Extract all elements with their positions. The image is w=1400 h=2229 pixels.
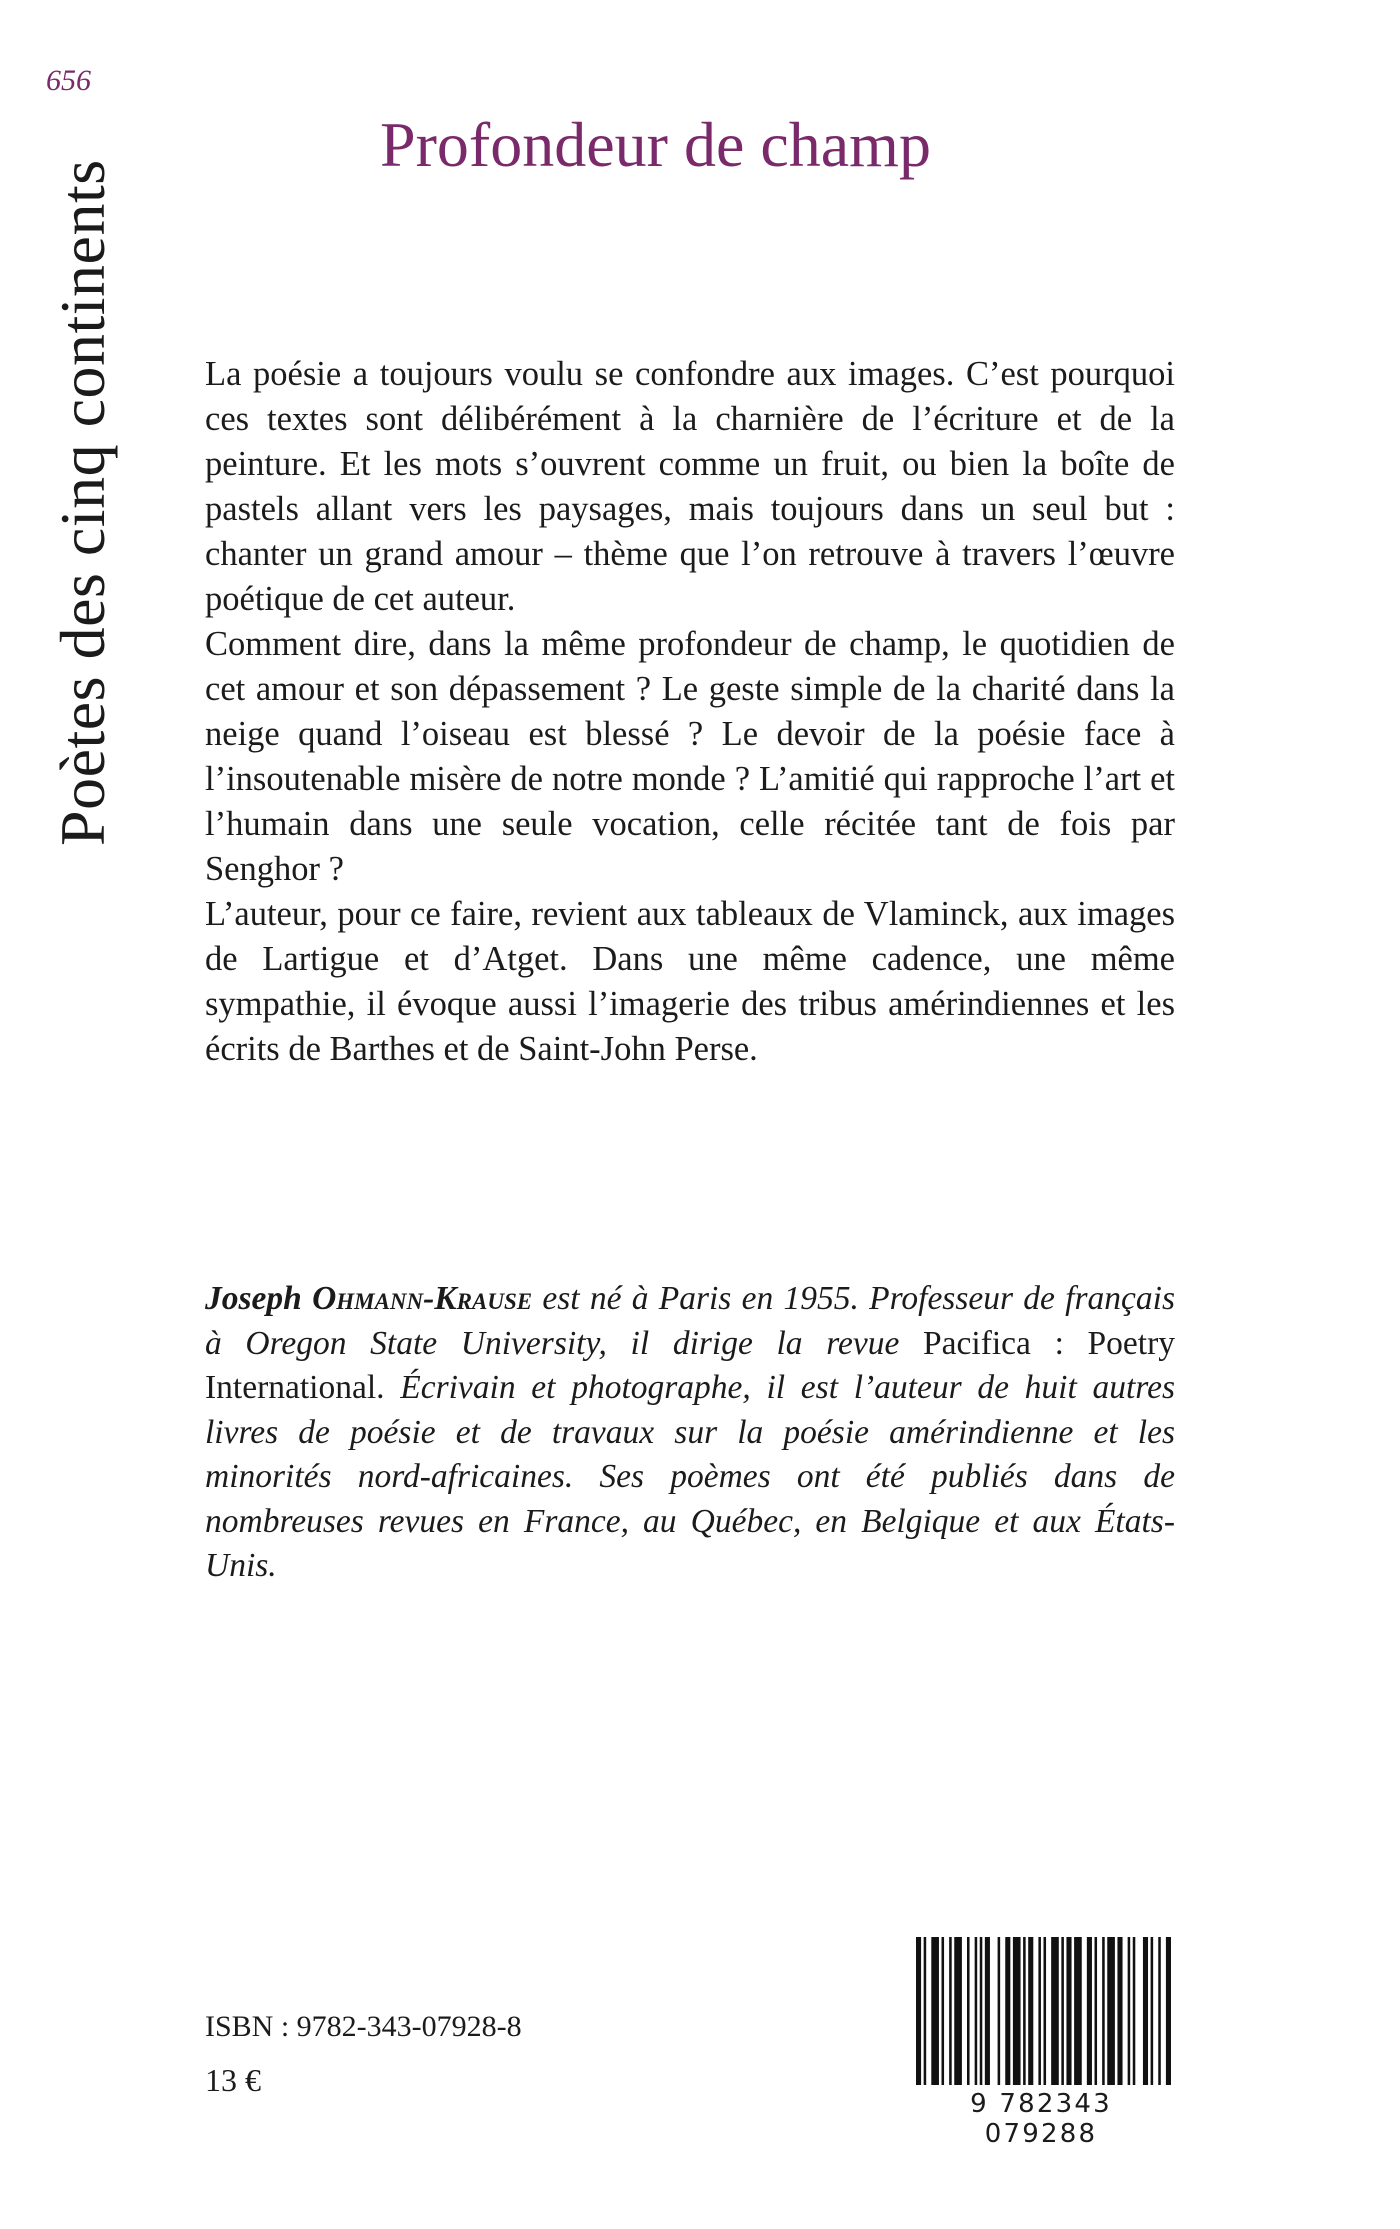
barcode-bar xyxy=(1038,1937,1041,2085)
barcode-bar xyxy=(1128,1937,1131,2085)
barcode-bar xyxy=(954,1937,962,2085)
blurb-paragraph: L’auteur, pour ce faire, revient aux tableaux de Vlaminck, aux images de Lartigue et d’Atget. Dans une même cadence, une même sympathie, il évoque aussi l’imagerie des tribus amérindiennes et les écrits de Barthes et de Saint-John Perse. xyxy=(205,895,1175,1068)
isbn: ISBN : 9782-343-07928-8 xyxy=(205,2010,522,2043)
author-first-name: Joseph xyxy=(205,1280,302,1317)
barcode-bar xyxy=(1074,1937,1082,2085)
barcode-bar xyxy=(1061,1937,1064,2085)
price: 13 € xyxy=(205,2062,261,2098)
series-number: 656 xyxy=(46,64,91,97)
barcode-digits: 9 782343 079288 xyxy=(970,2089,1112,2149)
barcode-bars xyxy=(910,1937,1172,2087)
barcode-bar xyxy=(916,1937,921,2085)
barcode-bar xyxy=(998,1937,1001,2085)
barcode-bar xyxy=(1133,1937,1136,2085)
barcode-bar xyxy=(1107,1937,1115,2085)
series-name: Poètes des cinq continents xyxy=(47,159,118,846)
barcode-bar xyxy=(1117,1937,1122,2085)
barcode-bar xyxy=(942,1937,945,2085)
barcode-bar xyxy=(1066,1937,1071,2085)
barcode-bar xyxy=(1151,1937,1154,2085)
author-bio xyxy=(205,1277,1175,1589)
barcode-bar xyxy=(931,1937,939,2085)
author-last-name: Ohmann-Krause xyxy=(312,1280,533,1317)
barcode-bar xyxy=(1102,1937,1105,2085)
barcode-bar xyxy=(980,1937,983,2085)
barcode-bar xyxy=(975,1937,978,2085)
barcode-bar xyxy=(1013,1937,1021,2085)
barcode-bar xyxy=(1051,1937,1059,2085)
barcode-bar xyxy=(1087,1937,1092,2085)
blurb-paragraph: La poésie a toujours voulu se confondre aux images. C’est pourquoi ces textes sont délibérément à la charnière de l’écriture et de la peinture. Et les mots s’ouvrent comme un fruit, ou bien la boîte de pastels allant vers les paysages, mais toujours dans un seul but : chanter un grand amour – thème que l’on retrouve à travers l’œuvre poétique de cet auteur. xyxy=(205,355,1175,618)
bio-text: est né à Paris en 1955. Professeur de français à Oregon State University, il dirige la revue xyxy=(205,1280,1175,1362)
barcode-bar xyxy=(1158,1937,1161,2085)
book-title: Profondeur de champ xyxy=(380,109,931,180)
bio-text: Écrivain et photographe, il est l’auteur de huit autres livres de poésie et de travaux sur la poésie amérindienne et les minorités nord-africaines. Ses poèmes ont été publiés dans de nombreuses revues en France, au Québec, en Belgique et aux États-Unis. xyxy=(205,1369,1176,1584)
barcode-bar xyxy=(1166,1937,1171,2085)
barcode-bar xyxy=(924,1937,927,2085)
barcode-bar xyxy=(1028,1937,1033,2085)
back-cover-blurb xyxy=(205,352,1175,1072)
barcode-bar xyxy=(967,1937,970,2085)
journal-name: Pacifica : Poetry International. xyxy=(205,1324,1175,1406)
barcode-bar xyxy=(1005,1937,1010,2085)
barcode-bar xyxy=(1023,1937,1026,2085)
barcode-bar xyxy=(985,1937,990,2085)
barcode-bar xyxy=(1044,1937,1047,2085)
blurb-paragraph: Comment dire, dans la même profondeur de champ, le quotidien de cet amour et son dépassement ? Le geste simple de la charité dans la neige quand l’oiseau est blessé ? Le devoir de la poésie face à l’insoutenable misère de notre monde ? L’amitié qui rapproche l’art et l’humain dans une seule vocation, celle récitée tant de fois par Senghor ? xyxy=(205,625,1175,888)
barcode-bar xyxy=(949,1937,952,2085)
barcode-bar xyxy=(1143,1937,1148,2085)
barcode xyxy=(910,1937,1172,2149)
barcode-bar xyxy=(1095,1937,1098,2085)
